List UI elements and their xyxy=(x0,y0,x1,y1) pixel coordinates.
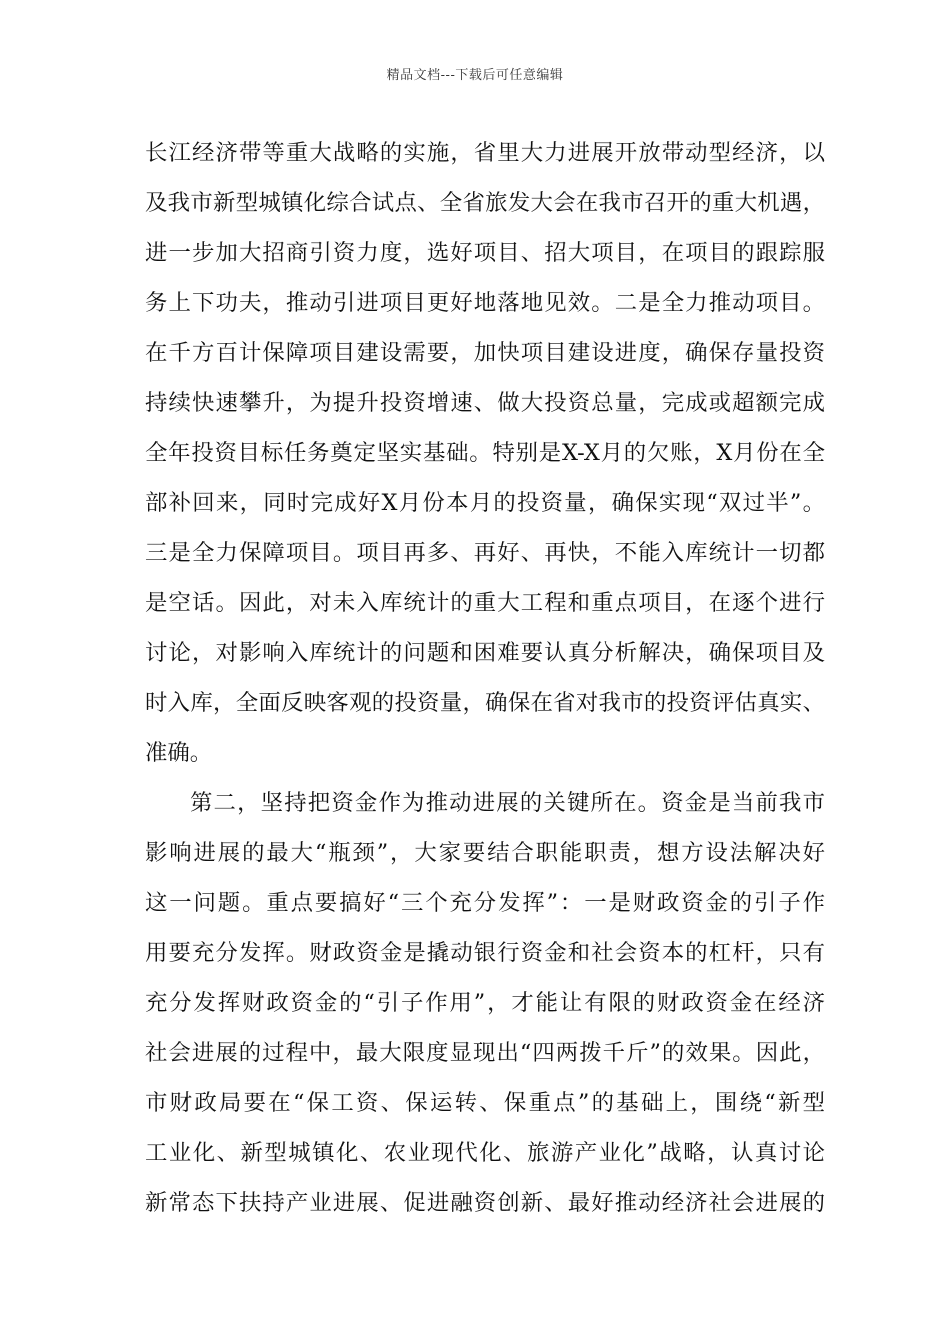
document-body xyxy=(145,128,825,1228)
text-line: 准确。 xyxy=(145,740,213,766)
text-line: 部补回来，同时完成好X月份本月的投资量，确保实现“双过半”。 xyxy=(145,490,825,516)
text-line: 市财政局要在“保工资、保运转、保重点”的基础上，围绕“新型 xyxy=(145,1090,825,1116)
text-line: 讨论，对影响入库统计的问题和困难要认真分析解决，确保项目及 xyxy=(145,640,825,666)
text-line: 时入库，全面反映客观的投资量，确保在省对我市的投资评估真实、 xyxy=(145,690,825,716)
text-line: 新常态下扶持产业进展、促进融资创新、最好推动经济社会进展的 xyxy=(145,1190,825,1216)
text-line: 充分发挥财政资金的“引子作用”，才能让有限的财政资金在经济 xyxy=(145,990,825,1016)
text-line: 全年投资目标任务奠定坚实基础。特别是X-X月的欠账，X月份在全 xyxy=(145,440,825,466)
paragraph xyxy=(145,778,825,1228)
paragraph xyxy=(145,128,825,778)
text-line: 进一步加大招商引资力度，选好项目、招大项目，在项目的跟踪服 xyxy=(145,240,825,266)
text-line: 在千方百计保障项目建设需要，加快项目建设进度，确保存量投资 xyxy=(145,340,825,366)
text-line: 持续快速攀升，为提升投资增速、做大投资总量，完成或超额完成 xyxy=(145,390,825,416)
text-line: 社会进展的过程中，最大限度显现出“四两拨千斤”的效果。因此， xyxy=(145,1040,825,1066)
text-line: 是空话。因此，对未入库统计的重大工程和重点项目，在逐个进行 xyxy=(145,590,825,616)
text-line: 务上下功夫，推动引进项目更好地落地见效。二是全力推动项目。 xyxy=(145,290,825,316)
text-line: 及我市新型城镇化综合试点、全省旅发大会在我市召开的重大机遇， xyxy=(145,190,825,216)
text-line: 用要充分发挥。财政资金是撬动银行资金和社会资本的杠杆，只有 xyxy=(145,940,825,966)
text-line: 工业化、新型城镇化、农业现代化、旅游产业化”战略，认真讨论 xyxy=(145,1140,825,1166)
text-line: 这一问题。重点要搞好“三个充分发挥”：一是财政资金的引子作 xyxy=(145,890,825,916)
text-line: 三是全力保障项目。项目再多、再好、再快，不能入库统计一切都 xyxy=(145,540,825,566)
text-line: 影响进展的最大“瓶颈”，大家要结合职能职责，想方设法解决好 xyxy=(145,840,825,866)
text-line: 长江经济带等重大战略的实施，省里大力进展开放带动型经济，以 xyxy=(145,140,825,166)
page-header: 精品文档---下载后可任意编辑 xyxy=(386,68,564,83)
text-line: 第二，坚持把资金作为推动进展的关键所在。资金是当前我市 xyxy=(190,790,825,816)
